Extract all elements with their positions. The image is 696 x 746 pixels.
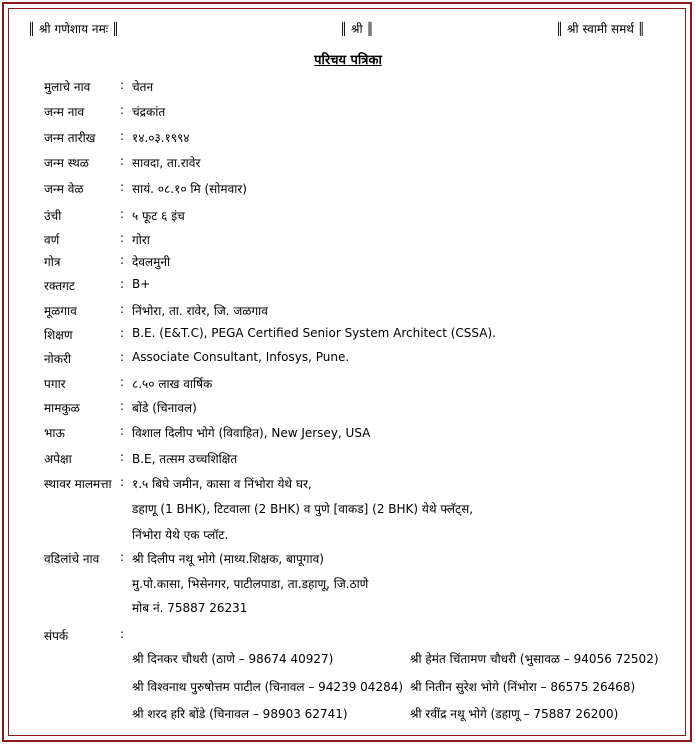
header-right: ║ श्री स्वामी समर्थ ║ [556, 22, 645, 36]
colon: : [120, 475, 125, 489]
row-label: जन्म तारीख [44, 131, 96, 145]
row-label: मुलाचे नाव [44, 80, 91, 94]
colon: : [120, 154, 125, 168]
row-value: ५ फूट ६ इंच [132, 209, 185, 223]
row-label: वर्ण [44, 233, 60, 247]
father-phone-line: मोब नं. 75887 26231 [132, 601, 248, 615]
header-center: ║ श्री ║ [340, 22, 374, 36]
row-label: पगार [44, 377, 66, 391]
inner-border [8, 8, 686, 736]
colon: : [120, 180, 125, 194]
row-value: चेतन [132, 80, 154, 94]
header-left: ║ श्री गणेशाय नमः ║ [28, 22, 120, 36]
row-value: विशाल दिलीप भोगे (विवाहित), New Jersey, USA [132, 426, 371, 440]
page-title [0, 50, 696, 68]
row-value: ८.५० लाख वार्षिक [132, 377, 213, 391]
colon: : [120, 302, 125, 316]
row-value: B.E. (E&T.C), PEGA Certified Senior System Architect (CSSA). [132, 326, 496, 340]
row-label: मूळगाव [44, 304, 77, 318]
colon: : [120, 375, 125, 389]
row-value: B+ [132, 277, 151, 291]
father-address-line: मु.पो.कासा, भिसेनगर, पाटीलपाडा, ता.डहाणू, जि.ठाणे [132, 577, 369, 591]
row-label: अपेक्षा [44, 452, 72, 466]
row-label: जन्म नाव [44, 105, 85, 119]
contact-entry: श्री नितीन सुरेश भोगे (निंभोरा – 86575 26468) [410, 680, 636, 694]
colon: : [120, 399, 125, 413]
colon: : [120, 253, 125, 267]
colon: : [120, 103, 125, 117]
colon: : [120, 627, 125, 641]
row-value: B.E, तत्सम उच्चशिक्षित [132, 452, 238, 466]
row-value: चंद्रकांत [132, 105, 166, 119]
row-label: जन्म स्थळ [44, 156, 89, 170]
row-label: नोकरी [44, 352, 72, 366]
row-value: निंभोरा, ता. रावेर, जि. जळगाव [132, 304, 268, 318]
row-value: सायं. ०८.१० मि (सोमवार) [132, 182, 247, 196]
row-label: उंची [44, 209, 62, 223]
row-label: स्थावर मालमत्ता [44, 477, 112, 491]
row-value: गोरा [132, 233, 150, 247]
title-text: परिचय पत्रिका [314, 53, 382, 68]
colon: : [120, 450, 125, 464]
contact-entry: श्री विश्वनाथ पुरुषोत्तम पाटील (चिनावल – 94239 04284) [132, 680, 404, 694]
row-label: संपर्क [44, 629, 69, 643]
row-value: सावदा, ता.रावेर [132, 156, 201, 170]
property-line: निंभोरा येथे एक प्लॉट. [132, 528, 229, 542]
row-label: रक्तगट [44, 279, 75, 293]
colon: : [120, 350, 125, 364]
row-label: जन्म वेळ [44, 182, 84, 196]
row-label: शिक्षण [44, 328, 73, 342]
colon: : [120, 129, 125, 143]
colon: : [120, 277, 125, 291]
row-label: भाऊ [44, 426, 65, 440]
colon: : [120, 207, 125, 221]
row-value: देवलमुनी [132, 255, 171, 269]
colon: : [120, 326, 125, 340]
row-value: १४.०३.१९९४ [132, 131, 190, 145]
contact-entry: श्री हेमंत चिंतामण चौधरी (भुसावळ – 94056 72502) [410, 652, 659, 666]
contact-entry: श्री दिनकर चौधरी (ठाणे – 98674 40927) [132, 652, 334, 666]
row-value: Associate Consultant, Infosys, Pune. [132, 350, 350, 364]
colon: : [120, 78, 125, 92]
colon: : [120, 231, 125, 245]
colon: : [120, 550, 125, 564]
row-value: १.५ बिघे जमीन, कासा व निंभोरा येथे घर, [132, 477, 312, 491]
row-value: श्री दिलीप नथू भोगे (माध्य.शिक्षक, बापूगाव) [132, 552, 324, 566]
contact-entry: श्री रवींद्र नथू भोगे (डहाणू – 75887 26200) [410, 707, 619, 721]
property-line: डहाणू (1 BHK), टिटवाला (2 BHK) व पुणे [वाकड] (2 BHK) येथे फ्लॅट्स, [132, 502, 474, 516]
colon: : [120, 424, 125, 438]
row-label: वडिलांचे नाव [44, 552, 100, 566]
row-label: मामकुळ [44, 401, 80, 415]
row-label: गोत्र [44, 255, 61, 269]
row-value: बोंडे (चिनावल) [132, 401, 197, 415]
contact-entry: श्री शरद हरि बोंडे (चिनावल – 98903 62741) [132, 707, 348, 721]
